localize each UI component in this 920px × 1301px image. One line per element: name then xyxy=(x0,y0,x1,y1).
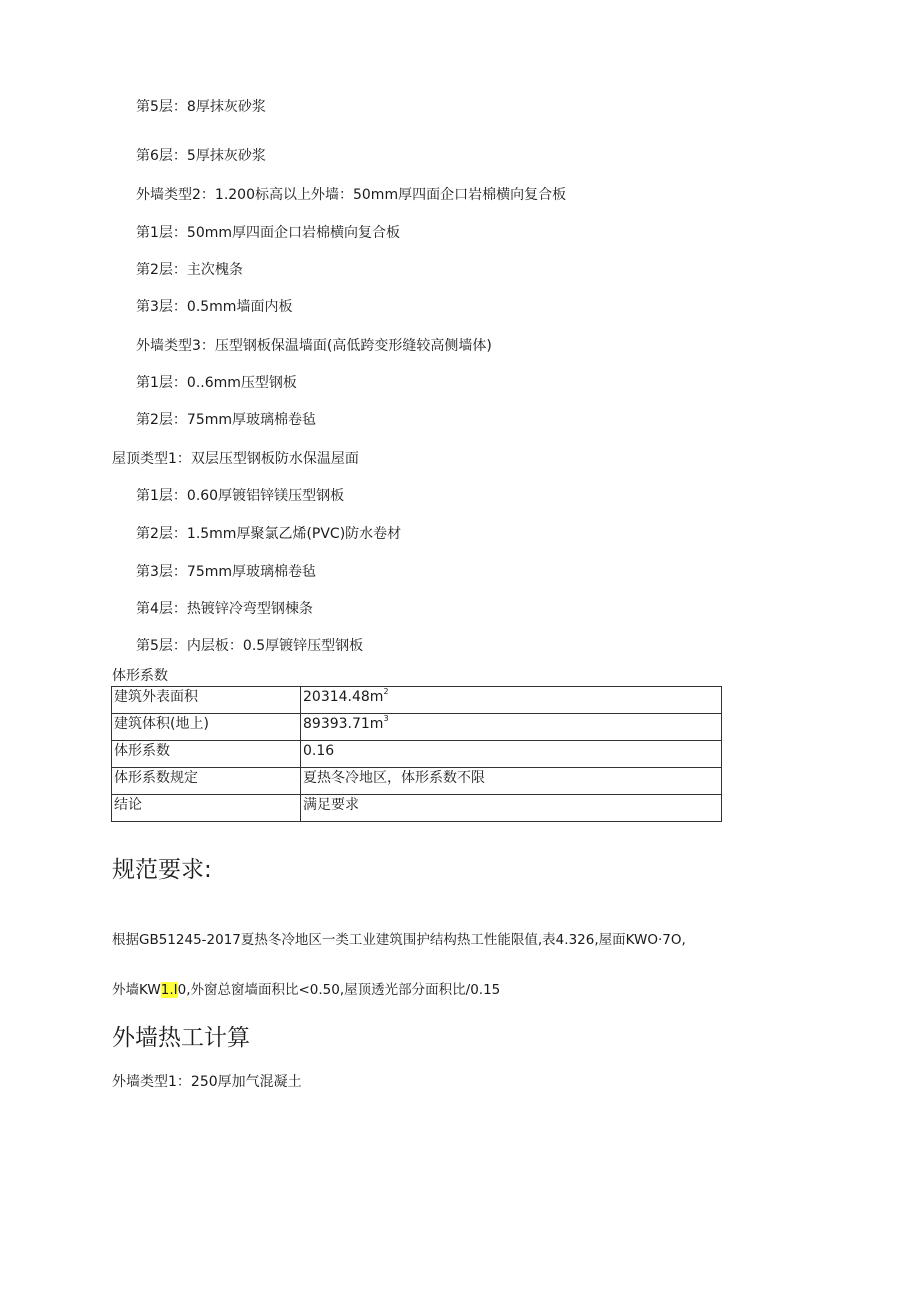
spec-text-post: 0,外窗总窗墙面积比<0.50,屋顶透光部分面积比/0.15 xyxy=(177,982,501,998)
shape-coefficient-table xyxy=(111,686,722,822)
table-cell-value: 满足要求 xyxy=(301,795,722,822)
table-row xyxy=(112,741,722,768)
spec-paragraph-2 xyxy=(112,981,500,999)
table-cell-label: 体形系数规定 xyxy=(112,768,301,795)
calc-line: 外墙类型1：250厚加气混凝土 xyxy=(112,1074,302,1090)
unit-superscript: 3 xyxy=(383,714,389,723)
body-line-5: 第2层：主次槐条 xyxy=(136,262,243,278)
body-line-14: 第4层：热镀锌冷弯型钢棟条 xyxy=(136,601,313,617)
heading-spec: 规范要求: xyxy=(112,857,212,883)
body-line-10: 屋顶类型1：双层压型钢板防水保温屋面 xyxy=(112,451,359,467)
value-text: 89393.71m xyxy=(303,716,384,732)
table-cell-value: 夏热冬冷地区，体形系数不限 xyxy=(301,768,722,795)
spec-paragraph-1: 根据GB51245-2017夏热冬冷地区一类工业建筑围护结构热工性能限值,表4.326,屋面KWO·7O, xyxy=(112,932,686,948)
table-cell-value xyxy=(301,687,722,714)
unit-superscript: 2 xyxy=(383,687,389,696)
body-line-11: 第1层：0.60厚镀铝锌镁压型钢板 xyxy=(136,488,345,504)
table-row xyxy=(112,795,722,822)
table-title: 体形系数 xyxy=(112,668,168,684)
body-line-7: 外墙类型3：压型钢板保温墙面(高低跨变形缝较高侧墙体) xyxy=(136,338,492,354)
body-line-8: 第1层：0..6mm压型钢板 xyxy=(136,375,297,391)
table-row xyxy=(112,768,722,795)
body-line-6: 第3层：0.5mm墙面内板 xyxy=(136,299,293,315)
table-cell-label: 体形系数 xyxy=(112,741,301,768)
body-line-9: 第2层：75mm厚玻璃棉卷毡 xyxy=(136,412,316,428)
body-line-12: 第2层：1.5mm厚聚氯乙烯(PVC)防水卷材 xyxy=(136,526,402,542)
table-cell-label: 建筑体积(地上) xyxy=(112,714,301,741)
heading-calc: 外墙热工计算 xyxy=(112,1025,250,1051)
table-cell-value: 0.16 xyxy=(301,741,722,768)
body-line-3: 外墙类型2：1.200标高以上外墙：50mm厚四面企口岩棉横向复合板 xyxy=(136,187,567,203)
body-line-4: 第1层：50mm厚四面企口岩棉横向复合板 xyxy=(136,225,400,241)
body-line-1: 第5层：8厚抹灰砂浆 xyxy=(136,99,266,115)
table-cell-value xyxy=(301,714,722,741)
table-row xyxy=(112,687,722,714)
body-line-13: 第3层：75mm厚玻璃棉卷毡 xyxy=(136,564,316,580)
value-text: 20314.48m xyxy=(303,689,384,705)
highlighted-text: 1.I xyxy=(160,982,178,998)
table-cell-label: 结论 xyxy=(112,795,301,822)
table-cell-label: 建筑外表面积 xyxy=(112,687,301,714)
table-row xyxy=(112,714,722,741)
spec-text-pre: 外墙KW xyxy=(112,982,161,998)
body-line-15: 第5层：内层板：0.5厚镀锌压型钢板 xyxy=(136,638,364,654)
body-line-2: 第6层：5厚抹灰砂浆 xyxy=(136,148,266,164)
